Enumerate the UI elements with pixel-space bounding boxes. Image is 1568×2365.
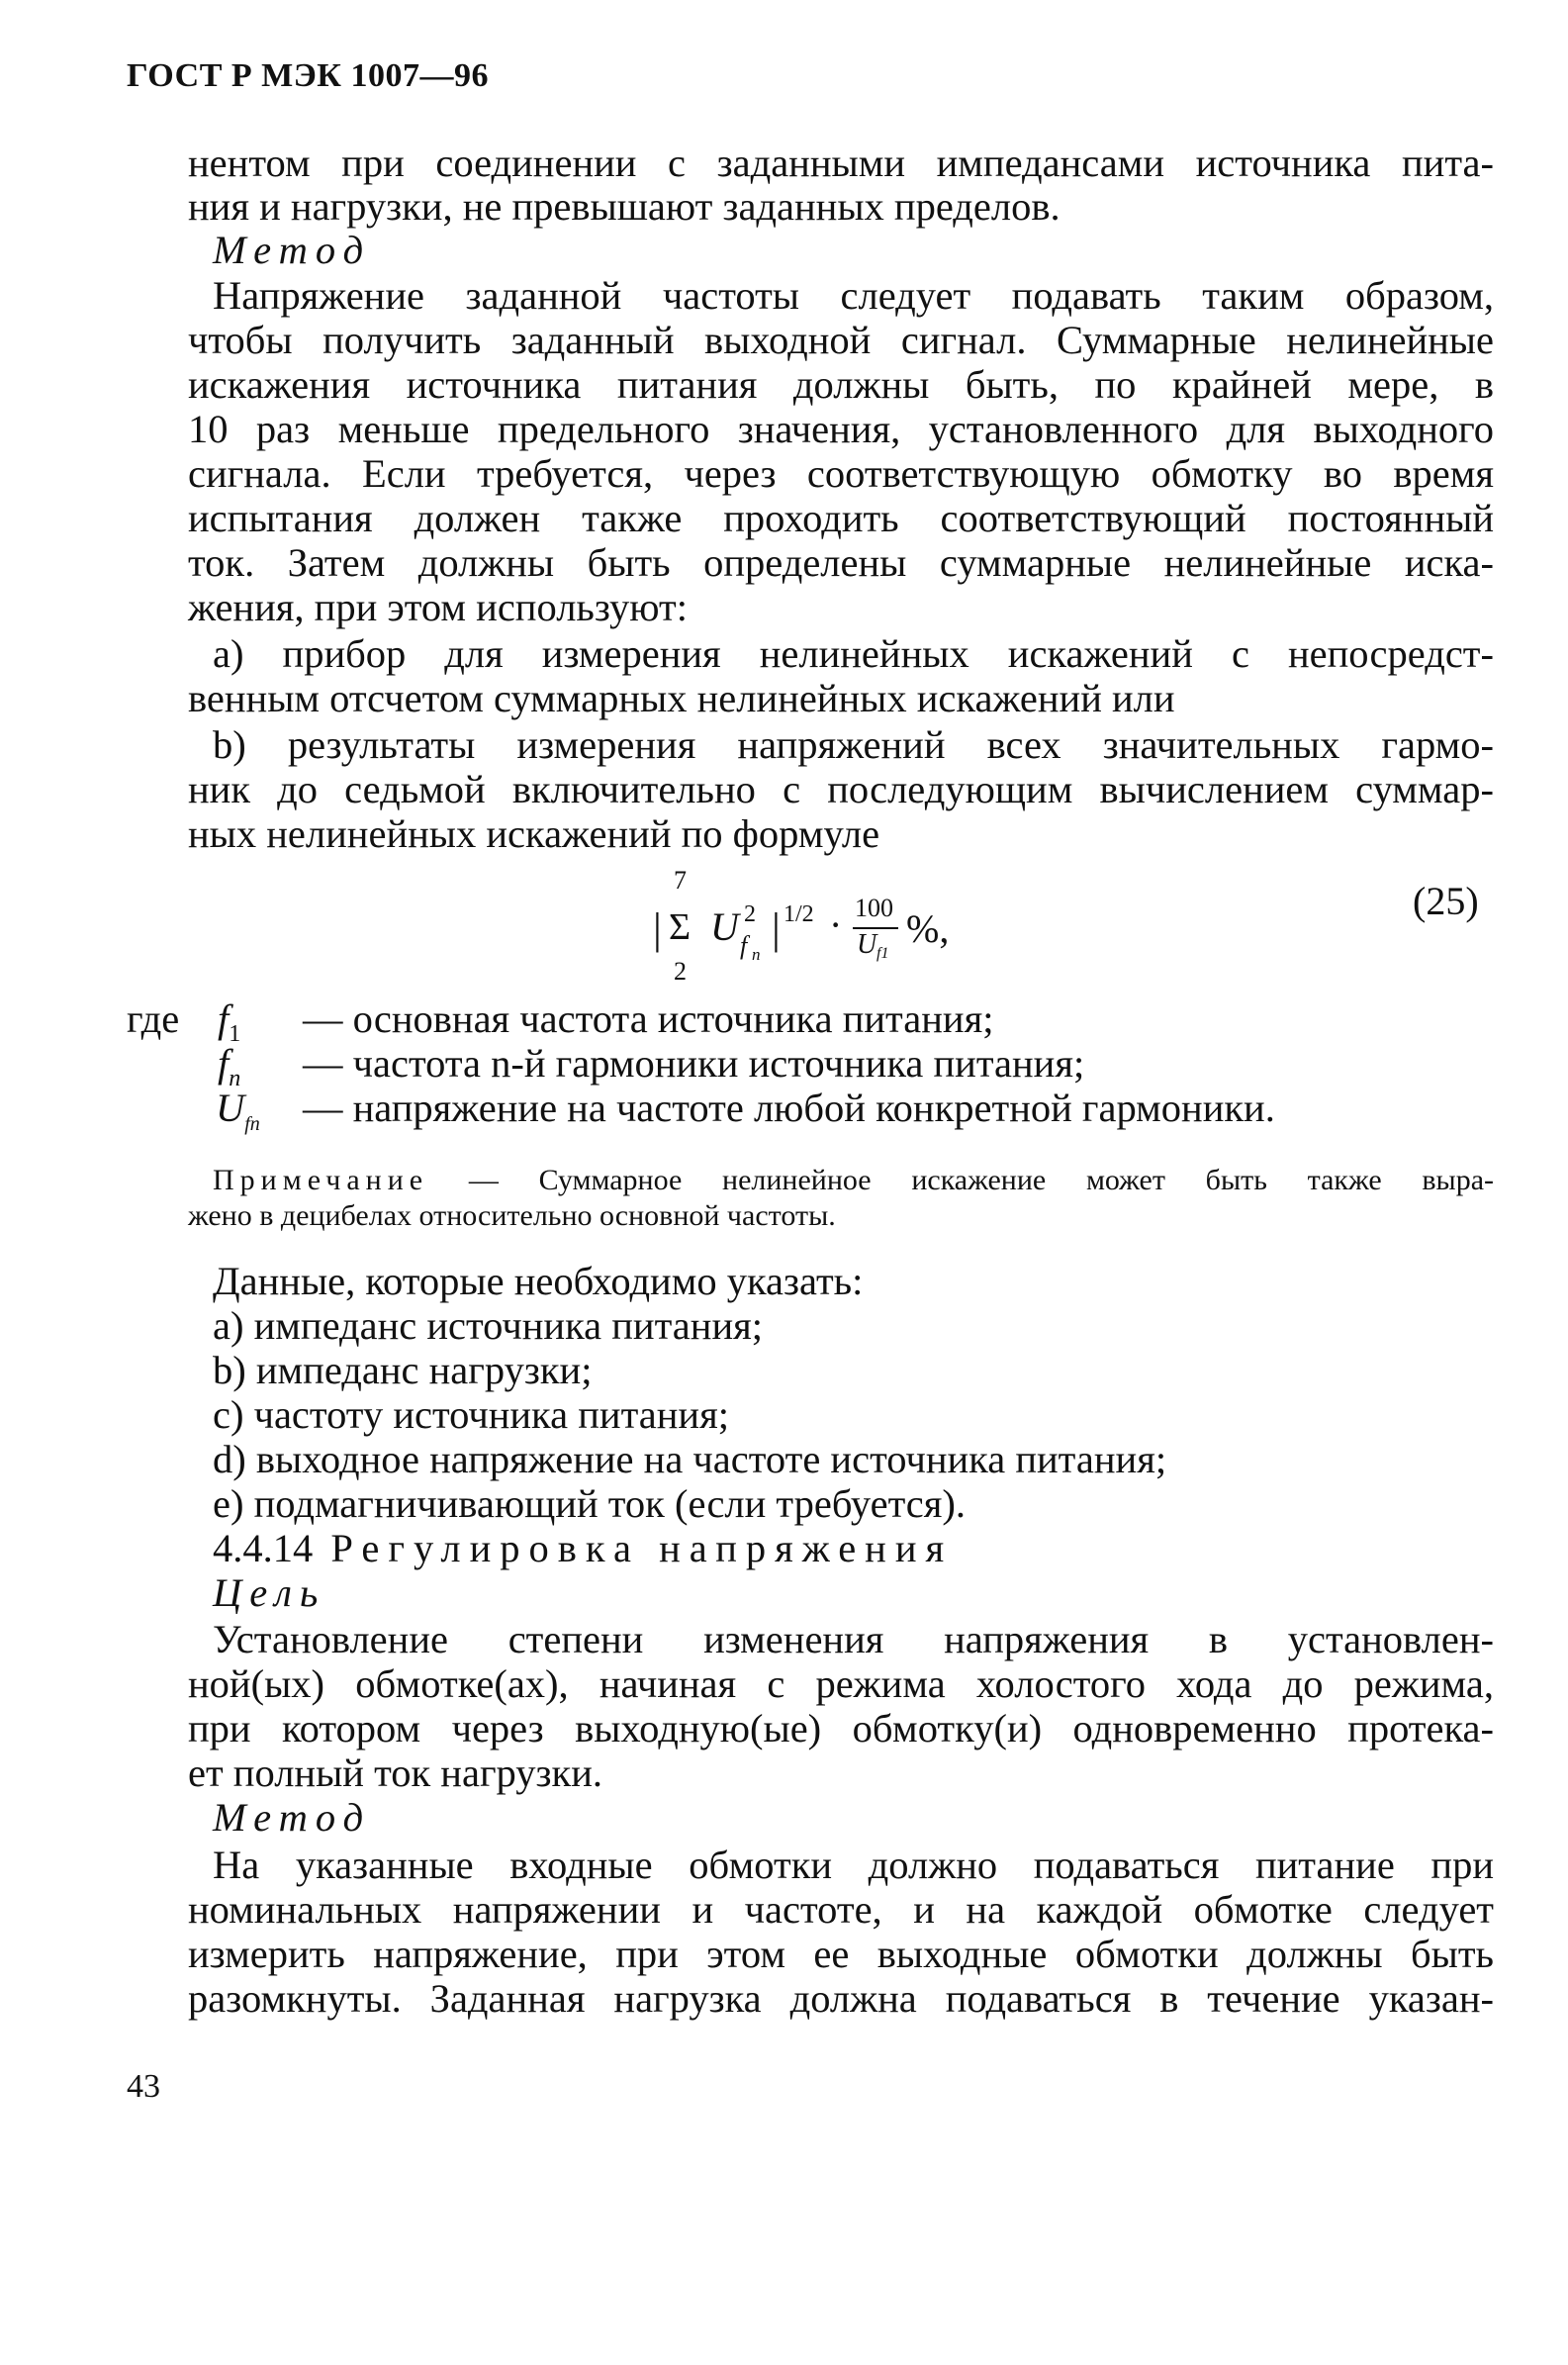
voltage-symbol: U <box>710 904 739 949</box>
abs-bar-right: | <box>772 904 781 953</box>
equation-number: (25) <box>1413 879 1479 923</box>
text-line: номинальных напряжении и частоте, и на каждой обмотке следует <box>188 1887 1494 1932</box>
definition-fn: — частота n-й гармоники источника питания; <box>303 1041 1085 1086</box>
subscript-n: n <box>752 945 761 964</box>
multiply-dot: · <box>829 902 843 947</box>
text-line: 10 раз меньше предельного значения, установленного для выходного <box>188 407 1494 451</box>
fraction-numerator: 100 <box>855 894 893 922</box>
list-item-a: a) прибор для измерения нелинейных искажений с непосредст- <box>213 631 1494 676</box>
abs-bar-left: | <box>653 904 662 953</box>
power-exponent: 1/2 <box>784 901 814 927</box>
square-exponent: 2 <box>744 901 756 927</box>
definition-f1: — основная частота источника питания; <box>303 996 994 1041</box>
text-line: измерить напряжение, при этом ее выходные обмотки должны быть <box>188 1932 1494 1976</box>
text-line: сигнала. Если требуется, через соответствующую обмотку во время <box>188 451 1494 496</box>
note-line: жено в децибелах относительно основной частоты. <box>188 1199 836 1232</box>
symbol-fn: $f_n$ <box>218 1041 241 1092</box>
section-number: 4.4.14 <box>213 1526 314 1570</box>
sum-upper-limit: 7 <box>674 866 687 895</box>
document-header: ГОСТ Р МЭК 1007—96 <box>127 57 489 94</box>
formula-25 <box>0 866 1568 985</box>
data-list-item: d) выходное напряжение на частоте источника питания; <box>213 1437 1167 1481</box>
symbol-ufn: $U_{fn}$ <box>216 1086 260 1136</box>
goal-heading: Цель <box>213 1570 326 1615</box>
note-label: Примечание <box>213 1164 429 1196</box>
text-line: испытания должен также проходить соответствующий постоянный <box>188 496 1494 540</box>
data-list-intro: Данные, которые необходимо указать: <box>213 1259 864 1303</box>
text-line: Напряжение заданной частоты следует подавать таким образом, <box>213 273 1494 318</box>
text-line: ной(ых) обмотке(ах), начиная с режима холостого хода до режима, <box>188 1661 1494 1706</box>
sigma-symbol: Σ <box>669 906 692 948</box>
text-line: при котором через выходную(ые) обмотку(и) одновременно протека- <box>188 1706 1494 1750</box>
data-list-item: b) импеданс нагрузки; <box>213 1348 593 1392</box>
text-line: ных нелинейных искажений по формуле <box>188 811 880 856</box>
text-line: ния и нагрузки, не превышают заданных пределов. <box>188 184 1061 229</box>
text-line: чтобы получить заданный выходной сигнал. Суммарные нелинейные <box>188 318 1494 362</box>
text-line: венным отсчетом суммарных нелинейных искажений или <box>188 676 1175 720</box>
symbol-f1: $f_1$ <box>218 996 241 1048</box>
section-title: Регулировка напряжения <box>330 1526 954 1570</box>
where-label: где <box>127 996 180 1041</box>
sum-lower-limit: 2 <box>674 957 687 986</box>
text-line: искажения источника питания должны быть, по крайней мере, в <box>188 362 1494 407</box>
data-list-item: e) подмагничивающий ток (если требуется). <box>213 1481 967 1526</box>
data-list-item: c) частоту источника питания; <box>213 1392 729 1437</box>
method-heading: Метод <box>213 1795 372 1840</box>
subscript-f: f <box>740 931 748 960</box>
fraction-denominator: U <box>857 929 877 960</box>
data-list-item: a) импеданс источника питания; <box>213 1303 764 1348</box>
text-line: ник до седьмой включительно с последующим вычислением суммар- <box>188 767 1494 811</box>
denominator-subscript: f1 <box>876 945 889 962</box>
text-line: разомкнуты. Заданная нагрузка должна подаваться в течение указан- <box>188 1976 1494 2021</box>
note-line: Примечание — Суммарное нелинейное искажение может быть также выра- <box>213 1164 1495 1196</box>
section-heading <box>213 1526 953 1570</box>
definition-ufn: — напряжение на частоте любой конкретной гармоники. <box>303 1086 1275 1130</box>
text-line: Установление степени изменения напряжения в установлен- <box>213 1617 1494 1661</box>
text-line: ет полный ток нагрузки. <box>188 1750 603 1795</box>
text-line: ток. Затем должны быть определены суммарные нелинейные иска- <box>188 540 1494 585</box>
text-line: жения, при этом используют: <box>188 585 688 629</box>
method-heading: Метод <box>213 228 372 272</box>
list-item-b: b) результаты измерения напряжений всех значительных гармо- <box>213 722 1494 767</box>
text-line: На указанные входные обмотки должно подаваться питание при <box>213 1843 1494 1887</box>
percent-sign: %, <box>906 906 950 951</box>
page-number: 43 <box>127 2068 160 2105</box>
text-line: нентом при соединении с заданными импедансами источника пита- <box>188 141 1494 185</box>
